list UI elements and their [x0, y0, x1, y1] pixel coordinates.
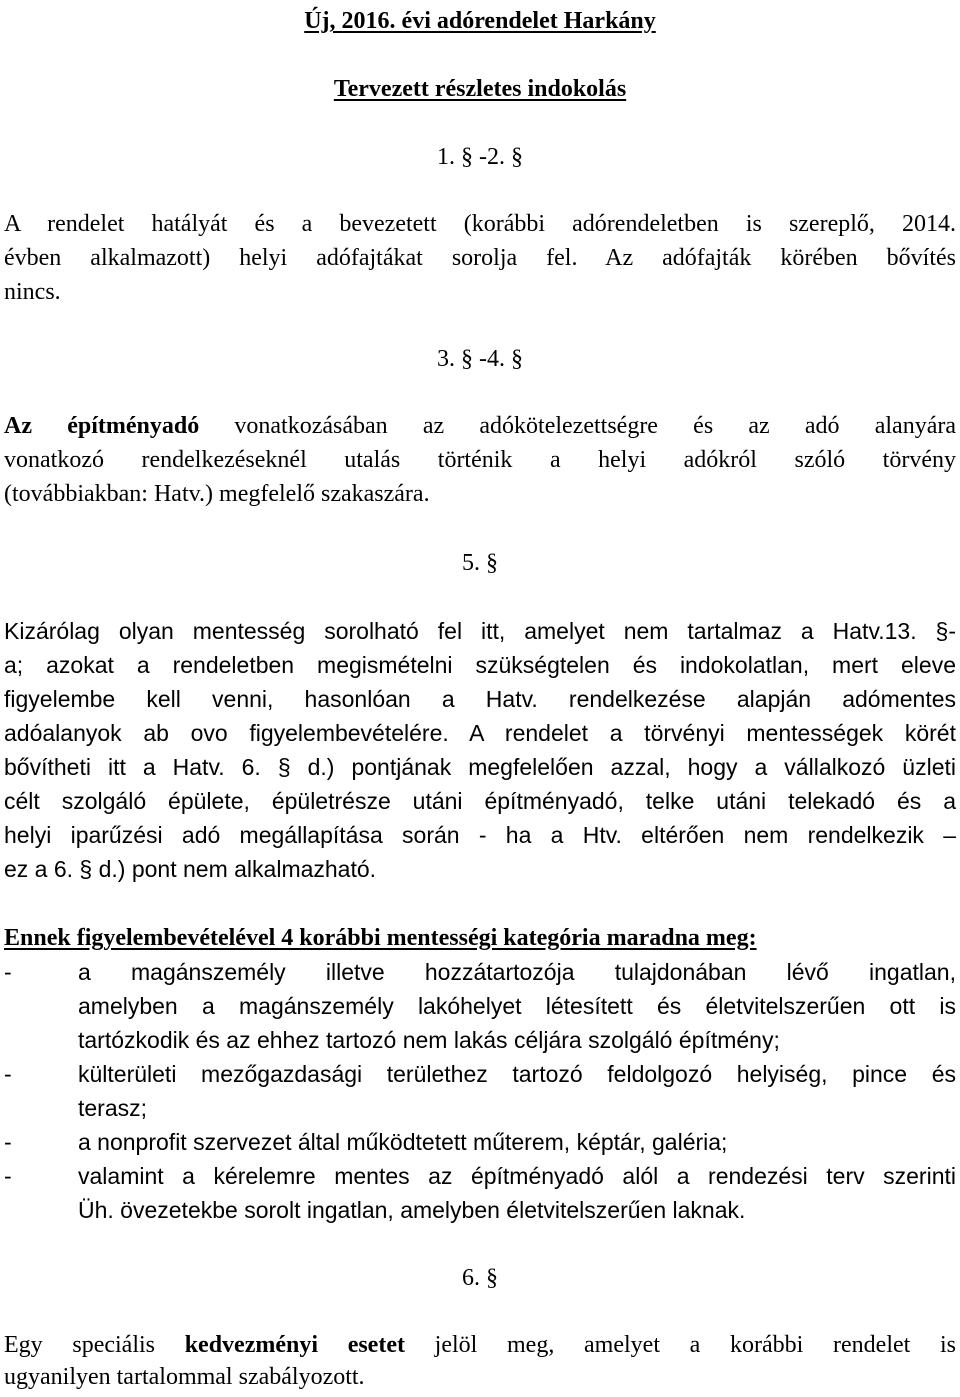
list-item-text: amelyben a magánszemély lakóhelyet létesített és életvitelszerűen ott is	[78, 993, 956, 1019]
list-item-text: Üh. övezetekbe sorolt ingatlan, amelyben életvitelszerűen laknak.	[78, 1197, 746, 1223]
section-heading-3-4: 3. § -4. §	[437, 346, 523, 372]
list-item-text: terasz;	[78, 1095, 148, 1121]
paragraph-line: figyelembe kell venni, hasonlóan a Hatv. rendelkezése alapján adómentes	[4, 686, 956, 712]
section-heading-5: 5. §	[462, 550, 498, 576]
document-title: Új, 2016. évi adórendelet Harkány	[304, 8, 656, 34]
paragraph-line: Kizárólag olyan mentesség sorolható fel itt, amelyet nem tartalmaz a Hatv.13. §-	[4, 618, 956, 644]
paragraph-line: évben alkalmazott) helyi adófajtákat sorolja fel. Az adófajták körében bővítés	[4, 245, 956, 271]
list-item-text: a nonprofit szervezet által működtetett műterem, képtár, galéria;	[78, 1129, 728, 1155]
bold-term: Az építményadó	[4, 413, 200, 439]
list-lead-heading: Ennek figyelembevételével 4 korábbi mentességi kategória maradna meg:	[4, 925, 757, 951]
text-span: vonatkozásában az adókötelezettségre és az adó alanyára	[199, 413, 957, 439]
section-heading-1-2: 1. § -2. §	[437, 144, 523, 170]
paragraph-line: adóalanyok ab ovo figyelembevételére. A rendelet a törvényi mentességek körét	[4, 720, 956, 746]
bold-term: kedvezményi esetet	[184, 1332, 405, 1358]
paragraph-line: célt szolgáló épülete, épületrésze utáni építményadó, telke utáni telekadó és a	[4, 788, 956, 814]
list-item-text: külterületi mezőgazdasági területhez tartozó feldolgozó helyiség, pince és	[78, 1061, 956, 1087]
paragraph-line	[4, 1328, 956, 1362]
paragraph-line: (továbbiakban: Hatv.) megfelelő szakaszára.	[4, 481, 430, 507]
text-span: jelöl meg, amelyet a korábbi rendelet is	[404, 1332, 957, 1358]
paragraph-line: a; azokat a rendeletben megismételni szükségtelen és indokolatlan, mert eleve	[4, 652, 956, 678]
paragraph-line: nincs.	[4, 279, 61, 305]
dash-bullet: -	[4, 1129, 12, 1155]
paragraph-line: ez a 6. § d.) pont nem alkalmazható.	[4, 856, 377, 882]
dash-bullet: -	[4, 1061, 12, 1087]
text-span: Egy speciális	[4, 1332, 185, 1358]
section-heading-6: 6. §	[462, 1265, 498, 1291]
list-item-text: a magánszemély illetve hozzátartozója tulajdonában lévő ingatlan,	[78, 959, 956, 985]
dash-bullet: -	[4, 1163, 12, 1189]
list-item-text: tartózkodik és az ehhez tartozó nem lakás céljára szolgáló építmény;	[78, 1027, 780, 1053]
paragraph-line	[4, 409, 956, 443]
dash-bullet: -	[4, 959, 12, 985]
paragraph-line: ugyanilyen tartalommal szabályozott.	[4, 1364, 365, 1390]
paragraph-line: vonatkozó rendelkezéseknél utalás történik a helyi adókról szóló törvény	[4, 447, 956, 473]
paragraph-line: bővítheti itt a Hatv. 6. § d.) pontjának megfelelően azzal, hogy a vállalkozó üzleti	[4, 754, 956, 780]
list-item-text: valamint a kérelemre mentes az építményadó alól a rendezési terv szerinti	[78, 1163, 956, 1189]
paragraph-line: A rendelet hatályát és a bevezetett (korábbi adórendeletben is szereplő, 2014.	[4, 211, 956, 237]
paragraph-line: helyi iparűzési adó megállapítása során - ha a Htv. eltérően nem rendelkezik –	[4, 822, 956, 848]
document-subtitle: Tervezett részletes indokolás	[333, 76, 627, 102]
